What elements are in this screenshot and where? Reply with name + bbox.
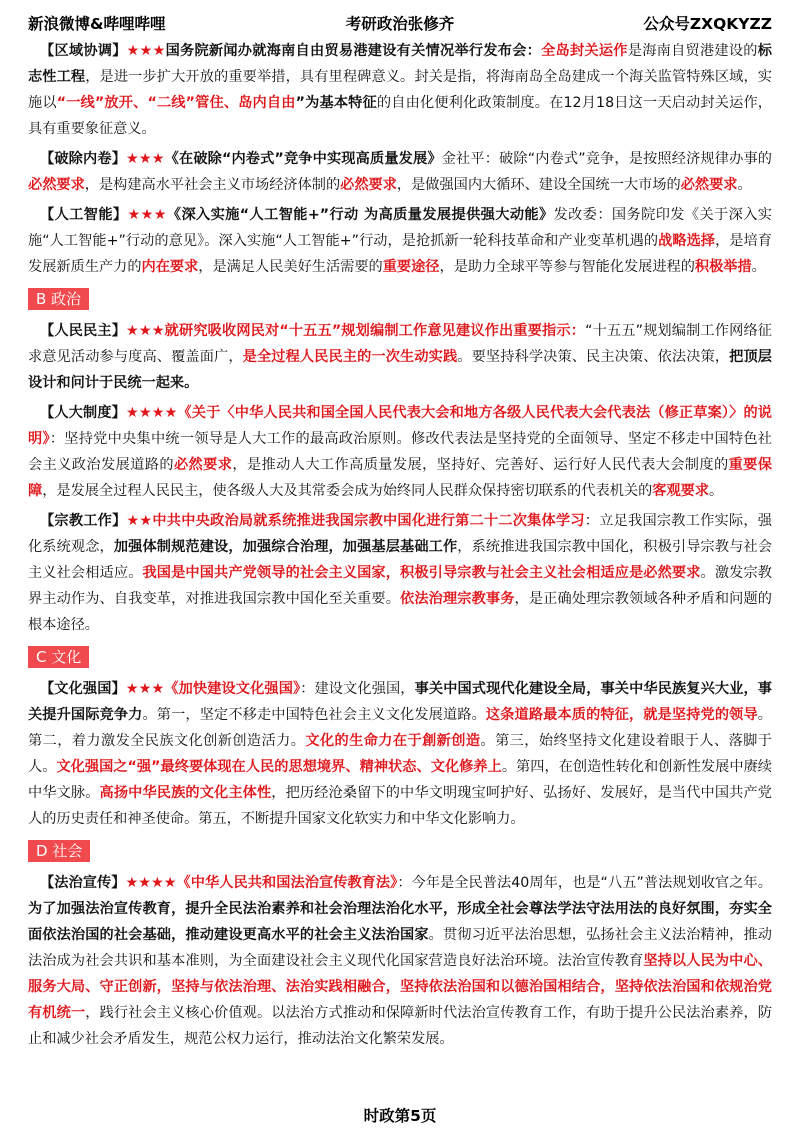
highlight: 客观要求: [652, 483, 710, 499]
item-tag: 【人民民主】: [40, 323, 127, 339]
body-text: 。激发宗教界主动作为、自我变革，对推进我国宗教中国化至关重要。: [28, 565, 772, 607]
body-text: ：坚持党中央集中统一领导是人大工作的最高政治原则。修改代表法是坚持党的全面领导、坚定不移走中国特色社会主义政治发展道路的: [28, 431, 772, 473]
highlight: 必然要求: [340, 177, 397, 193]
body-text: 的自由化便利化政策制度。在12月18日这一天启动封关运作，具有重要象征意义。: [28, 95, 772, 137]
item-artificial-intelligence: [28, 202, 772, 280]
bold-text: ”为: [295, 95, 320, 111]
item-headline: 《加快建设文化强国》: [164, 681, 301, 697]
body-text: ：立足我国宗教工作实际，强化系统观念，: [28, 513, 772, 555]
header-author: 考研政治张修齐: [345, 15, 455, 33]
highlight: 必然要求: [28, 177, 85, 193]
header-left-social: 新浪微博&哔哩哔哩: [28, 15, 166, 33]
body-text: ，是进一步扩大开放的重要举措，具有里程碑意义。封关是指，将海南岛全岛建成一个海关监管特殊区域，实施以: [28, 69, 772, 111]
body-text: ，把历经沧桑留下的中华文明瑰宝呵护好、弘扬好、发展好，是当代中国共产党人的历史责任和神圣使命。第五，不断提升国家文化软实力和中华文化影响力。: [28, 785, 772, 827]
body-text: ，践行社会主义核心价值观。以法治方式推动和保障新时代法治宣传教育工作，有助于提升公民法治素养，防止和减少社会矛盾发生，规范公权力运行，推动法治文化繁荣发展。: [28, 1005, 772, 1047]
star-rating: ★★: [126, 513, 153, 529]
highlight: 依法治理宗教事务: [400, 591, 515, 607]
highlight: 这条道路最本质的特征，就是坚持党的领导: [485, 707, 758, 723]
highlight: 重要保障: [28, 457, 772, 499]
star-rating: ★★★: [126, 151, 165, 167]
star-rating: ★★★: [126, 43, 166, 59]
star-rating: ★★★★: [125, 405, 178, 421]
body-text: 发改委：国务院印发《关于深入实施“人工智能+”行动的意见》。深入实施“人工智能+”行动，是抢抓新一轮科技革命和产业变革机遇的: [28, 207, 772, 249]
highlight: 必然要求: [680, 177, 738, 193]
highlight: “一线”放开、“二线”管住、岛内自由: [56, 95, 296, 111]
item-tag: 【人工智能】: [40, 207, 128, 223]
body-text: ，是助力全球平等参与智能化发展进程的: [439, 259, 695, 275]
body-text: 。第一，坚定不移走中国特色社会主义文化发展道路。: [142, 707, 486, 723]
body-text: 。第四，在创造性转化和创新性发展中赓续中华文脉。: [28, 759, 772, 801]
page-header: [28, 8, 772, 34]
highlight: 战略选择: [658, 233, 716, 249]
star-rating: ★★★: [126, 323, 165, 339]
bold-text: 加强体制规范建设，加强综合治理，加强基层基础工作: [113, 539, 458, 555]
star-rating: ★★★: [127, 207, 167, 223]
highlight: 我国是中国共产党领导的社会主义国家，积极引导宗教与社会主义社会相适应是必然要求: [142, 565, 701, 581]
body-text: ，是正确处理宗教领域各种矛盾和问题的根本途径。: [28, 591, 772, 633]
body-text: ，是发展全过程人民民主，使各级人大及其常委会成为始终同人民群众保持密切联系的代表机关的: [42, 483, 653, 499]
body-text: 。: [737, 177, 752, 193]
body-text: 。第三，始终坚持文化建设着眼于人、落脚于人。: [28, 733, 772, 775]
star-rating: ★★★: [125, 681, 165, 697]
item-headline: 《中华人民共和国法治宣传教育法》: [176, 875, 398, 891]
item-cultural-power: [28, 676, 772, 832]
bold-text: 标志性工程: [28, 43, 772, 85]
body-text: ：今年是全民普法40周年，也是“八五”普法规划收官之年。: [397, 875, 772, 891]
highlight: 文化的生命力在于創新创造: [305, 733, 481, 749]
section-label-society: D 社会: [28, 840, 90, 862]
page-number: 时政第5页: [363, 1107, 437, 1125]
item-headline: 中共中央政治局就系统推进我国宗教中国化进行第二十二次集体学习: [152, 513, 585, 529]
highlight: 积极举措: [694, 259, 752, 275]
body-text: 。要坚持科学决策、民主决策、依法决策，: [457, 349, 730, 365]
item-tag: 【法治宣传】: [40, 875, 126, 891]
section-label-culture: C 文化: [28, 646, 89, 668]
page-content: [28, 38, 772, 1056]
highlight: 必然要求: [173, 457, 233, 473]
item-anti-involution: [28, 146, 772, 198]
item-headline: 就研究吸收网民对“十五五”规划编制工作意见建议作出重要指示：: [164, 323, 586, 339]
star-rating: ★★★★: [125, 875, 177, 891]
body-text: “十五五”规划编制工作网络征求意见活动参与度高、覆盖面广，: [28, 323, 772, 365]
item-regional-coordination: [28, 38, 772, 142]
highlight: 全岛封关运作: [541, 43, 628, 59]
body-text: 。贯彻习近平法治思想，弘扬社会主义法治精神，推动法治成为社会共识和基本准则，为全面建设社会主义现代化国家营造良好法治环境。法治宣传教育: [28, 927, 772, 969]
item-tag: 【区域协调】: [40, 43, 127, 59]
body-text: 是海南自贸港建设的: [627, 43, 758, 59]
body-text: ，是构建高水平社会主义市场经济体制的: [84, 177, 341, 193]
item-tag: 【文化强国】: [40, 681, 126, 697]
highlight: 坚持以人民为中心、服务大局、守正创新，坚持与依法治理、法治实践相融合，坚持依法治国和以德治国相结合，坚持依法治国和依规治党有机统一: [28, 953, 772, 1021]
body-text: ，系统推进我国宗教中国化，积极引导宗教与社会主义社会相适应。: [28, 539, 772, 581]
item-headline: 《深入实施“人工智能+”行动 为高质量发展提供强大动能》: [166, 207, 554, 223]
item-religious-work: [28, 508, 772, 638]
bold-text: 基本特征: [319, 95, 377, 111]
item-tag: 【人大制度】: [40, 405, 126, 421]
item-npc-system: [28, 400, 772, 504]
bold-text: 把顶层设计和问计于民统一起来。: [28, 349, 772, 391]
highlight: 是全过程人民民主的一次生动实践: [242, 349, 458, 365]
section-label-politics: B 政治: [28, 288, 89, 310]
item-people-democracy: [28, 318, 772, 396]
highlight: 内在要求: [141, 259, 199, 275]
highlight: 文化强国之“强”最终要体现在人民的思想境界、精神状态、文化修养上: [56, 759, 502, 775]
item-headline: 国务院新闻办就海南自由贸易港建设有关情况举行发布会：: [165, 43, 542, 59]
body-text: 。: [751, 259, 766, 275]
item-headline: 《关于〈中华人民共和国全国人民代表大会和地方各级人民代表大会代表法（修正草案）〉的说明》: [28, 405, 772, 447]
body-text: 。第二，着力激发全民族文化创新创造活力。: [28, 707, 772, 749]
item-tag: 【宗教工作】: [40, 513, 127, 529]
item-headline: 《在破除“内卷式”竞争中实现高质量发展》: [164, 151, 442, 167]
highlight: 高扬中华民族的文化主体性: [99, 785, 272, 801]
item-tag: 【破除内卷】: [40, 151, 127, 167]
body-text: 。: [709, 483, 724, 499]
body-text: ，是满足人民美好生活需要的: [198, 259, 383, 275]
body-text: ：建设文化强国，: [300, 681, 415, 697]
bold-text: 为了加强法治宣传教育，提升全民法治素养和社会治理法治化水平，形成全社会尊法学法守法用法的良好氛围，夯实全面依法治国的社会基础，推动建设更高水平的社会主义法治国家: [28, 901, 772, 943]
body-text: ，是推动人大工作高质量发展，坚持好、完善好、运行好人民代表大会制度的: [232, 457, 729, 473]
body-text: ，是培育发展新质生产力的: [28, 233, 772, 275]
body-text: ，是做强国内大循环、建设全国统一大市场的: [396, 177, 681, 193]
body-text: 金社平：破除“内卷式”竞争，是按照经济规律办事的: [441, 151, 772, 167]
header-wechat-account: 公众号ZXQKYZZ: [643, 15, 772, 33]
item-legal-publicity: [28, 870, 772, 1052]
highlight: 重要途径: [382, 259, 440, 275]
bold-text: 事关中国式现代化建设全局，事关中华民族复兴大业，事关提升国际竞争力: [28, 681, 772, 723]
